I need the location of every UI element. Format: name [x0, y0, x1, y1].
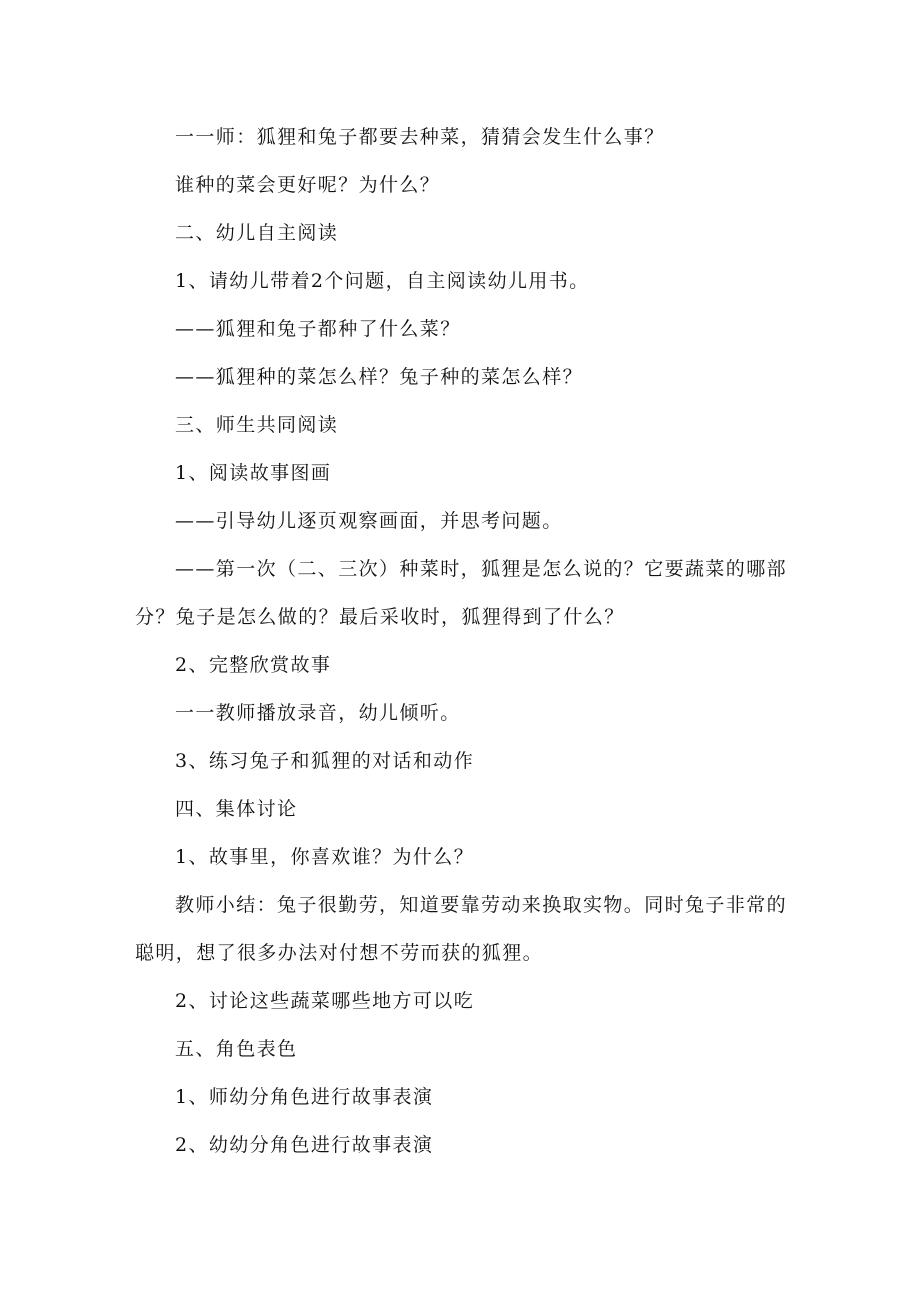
text-line: 2、讨论这些蔬菜哪些地方可以吃	[175, 990, 475, 1012]
text-line: 一一师：狐狸和兔子都要去种菜，猜猜会发生什么事？	[175, 126, 665, 148]
section-heading: 三、师生共同阅读	[175, 414, 339, 436]
text-line: ——引导幼儿逐页观察画面，并思考问题。	[175, 510, 563, 532]
section-heading: 二、幼儿自主阅读	[175, 222, 339, 244]
text-line: ——狐狸和兔子都种了什么菜？	[175, 318, 461, 340]
text-line: 2、幼幼分角色进行故事表演	[175, 1134, 434, 1156]
text-line: 1、请幼儿带着2个问题，自主阅读幼儿用书。	[175, 270, 590, 292]
text-line: 谁种的菜会更好呢？为什么？	[175, 174, 441, 196]
text-line: 教师小结：兔子很勤劳，知道要靠劳动来换取实物。同时兔子非常的	[175, 894, 788, 916]
text-line: 3、练习兔子和狐狸的对话和动作	[175, 750, 475, 772]
text-line: 1、师幼分角色进行故事表演	[175, 1086, 434, 1108]
text-line: 1、阅读故事图画	[175, 462, 332, 484]
document-body	[135, 113, 788, 1169]
section-heading: 四、集体讨论	[175, 798, 298, 820]
text-line: ——狐狸种的菜怎么样？兔子种的菜怎么样？	[175, 366, 584, 388]
text-line: 1、故事里，你喜欢谁？为什么？	[175, 846, 475, 868]
text-line: 2、完整欣赏故事	[175, 654, 332, 676]
section-heading: 五、角色表色	[175, 1038, 298, 1060]
text-line-continuation: 聪明，想了很多办法对付想不劳而获的狐狸。	[135, 942, 544, 964]
text-line: 一一教师播放录音，幼儿倾听。	[175, 702, 461, 724]
text-line: ——第一次（二、三次）种菜时，狐狸是怎么说的？它要蔬菜的哪部	[175, 558, 788, 580]
text-line-continuation: 分？兔子是怎么做的？最后采收时，狐狸得到了什么？	[135, 606, 625, 628]
